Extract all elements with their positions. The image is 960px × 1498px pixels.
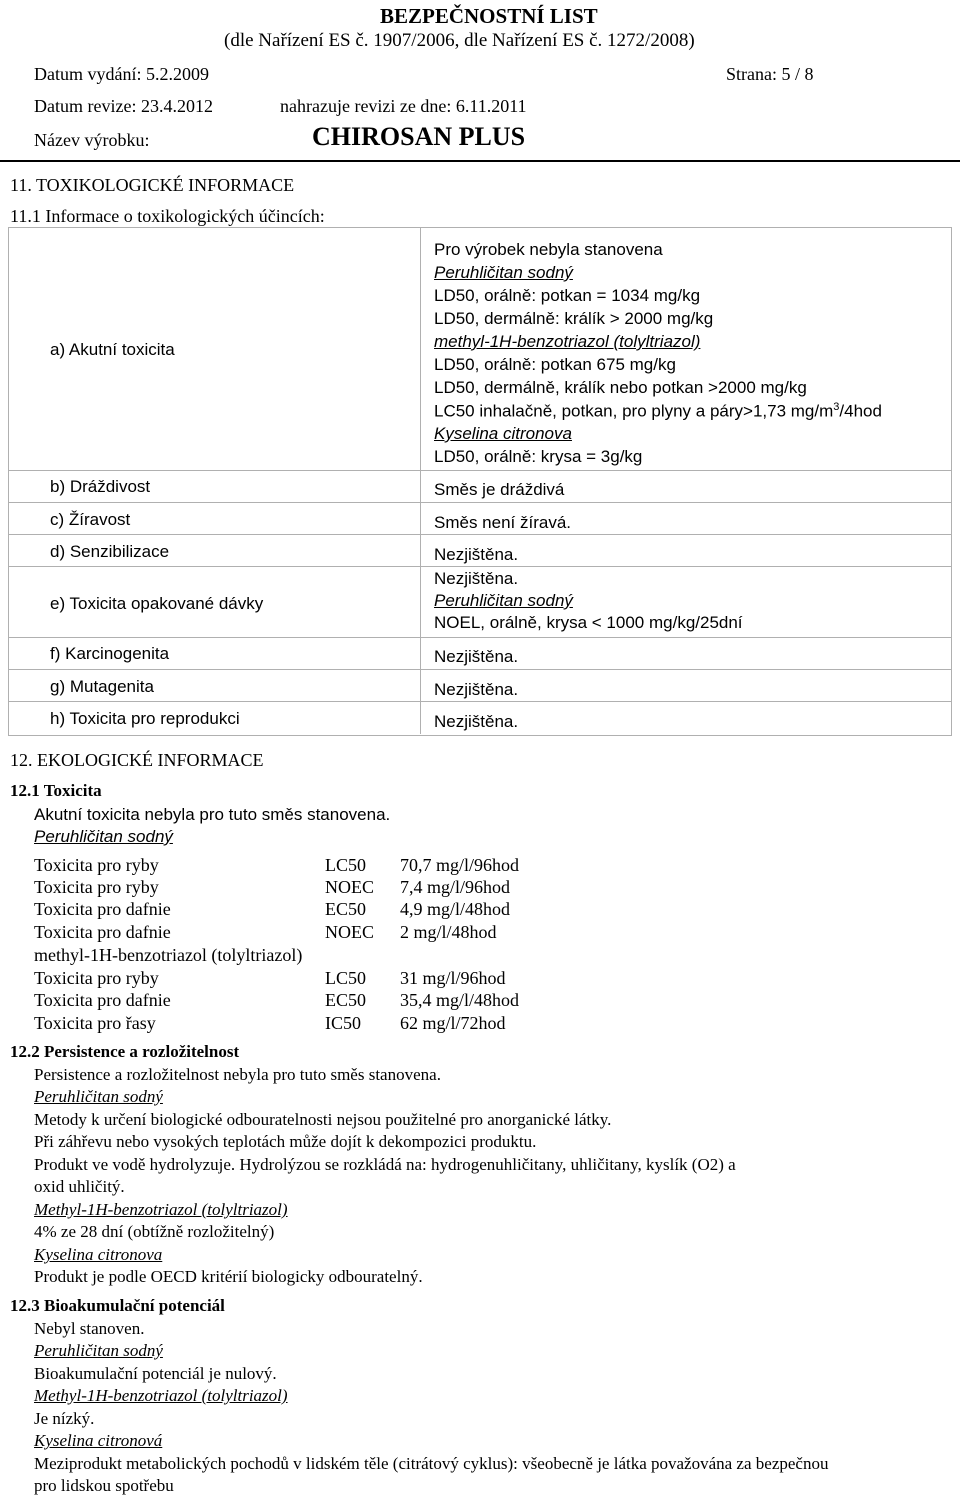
toxicity-intro: Akutní toxicita nebyla pro tuto směs stanovena. [34,805,391,824]
tox-endpoint: NOEC [325,877,374,897]
row-divider [8,637,951,638]
tox-organism: Toxicita pro řasy [34,1013,156,1033]
carcinogenicity-label: f) Karcinogenita [50,644,170,663]
section-11-1-title: 11.1 Informace o toxikologických účincích: [10,206,325,226]
tox-value: 7,4 mg/l/96hod [400,877,511,897]
persistence-line: oxid uhličitý. [34,1177,125,1196]
issue-date: Datum vydání: 5.2.2009 [34,64,209,84]
tox-value: 31 mg/l/96hod [400,968,506,988]
section-12-2-title: 12.2 Persistence a rozložitelnost [10,1042,240,1061]
substance-name: Kyselina citronova [434,424,572,443]
row-divider [8,669,951,670]
section-12-title: 12. EKOLOGICKÉ INFORMACE [10,750,264,770]
section-11-title: 11. TOXIKOLOGICKÉ INFORMACE [10,175,295,195]
tox-endpoint: EC50 [325,990,367,1010]
substance-name: methyl-1H-benzotriazol (tolyltriazol) [434,332,701,351]
tox-value: 35,4 mg/l/48hod [400,990,520,1010]
acute-line: Pro výrobek nebyla stanovena [434,240,663,259]
persistence-line: Produkt ve vodě hydrolyzuje. Hydrolýzou se rozkládá na: hydrogenuhličitany, uhličitany, kyslík (O2) a [34,1155,736,1174]
bioaccumulation-line: Je nízký. [34,1409,95,1428]
reproductive-toxicity-label: h) Toxicita pro reprodukci [50,709,240,728]
tox-value: 62 mg/l/72hod [400,1013,506,1033]
substance-name: Peruhličitan sodný [34,1087,163,1106]
acute-line: LC50 inhalačně, potkan, pro plyny a páry>1,73 $mg/m^3/4hod$ [434,401,882,421]
tox-organism: Toxicita pro ryby [34,855,159,875]
tox-endpoint: EC50 [325,899,367,919]
row-divider [8,502,951,503]
tox-endpoint: LC50 [325,968,367,988]
persistence-line: Persistence a rozložitelnost nebyla pro tuto směs stanovena. [34,1065,441,1084]
bioaccumulation-line: Meziprodukt metabolických pochodů v lidském těle (citrátový cyklus): všeobecně je látka považována za bezpečnou [34,1454,829,1473]
persistence-line: Metody k určení biologické odbouratelnosti nejsou použitelné pro anorganické látky. [34,1110,612,1129]
substance-name: Methyl-1H-benzotriazol (tolyltriazol) [34,1200,288,1219]
bioaccumulation-line: Nebyl stanoven. [34,1319,145,1338]
table-column-divider [420,227,421,734]
mutagenicity-label: g) Mutagenita [50,677,154,696]
substance-name: methyl-1H-benzotriazol (tolyltriazol) [34,945,303,965]
substance-name: Kyselina citronova [34,1245,163,1264]
tox-organism: Toxicita pro ryby [34,877,159,897]
substance-name: Peruhličitan sodný [434,591,573,610]
revision-date: Datum revize: 23.4.2012 [34,96,213,116]
sensitization-value: Nezjištěna. [434,545,519,564]
document-title: BEZPEČNOSTNÍ LIST [380,4,598,28]
tox-organism: Toxicita pro ryby [34,968,159,988]
repeated-dose-label: e) Toxicita opakované dávky [50,594,264,613]
irritation-value: Směs je dráždivá [434,480,565,499]
persistence-line: 4% ze 28 dní (obtížně rozložitelný) [34,1222,275,1241]
mutagenicity-value: Nezjištěna. [434,680,519,699]
tox-value: 70,7 mg/l/96hod [400,855,520,875]
header-divider [0,160,960,162]
section-12-1-title: 12.1 Toxicita [10,781,102,800]
substance-name: Methyl-1H-benzotriazol (tolyltriazol) [34,1386,288,1405]
acute-line: LD50, dermálně: králík > 2000 mg/kg [434,309,714,328]
tox-organism: Toxicita pro dafnie [34,990,171,1010]
row-divider [8,470,951,471]
row-divider [8,534,951,535]
corrosivity-label: c) Žíravost [50,510,131,529]
repeated-dose-value: NOEL, orálně, krysa < 1000 mg/kg/25dní [434,613,743,632]
page-number: Strana: 5 / 8 [726,64,814,84]
acute-line: LD50, orálně: potkan 675 mg/kg [434,355,676,374]
persistence-line: Při záhřevu nebo vysokých teplotách může dojít k dekompozici produktu. [34,1132,537,1151]
tox-organism: Toxicita pro dafnie [34,899,171,919]
corrosivity-value: Směs není žíravá. [434,513,572,532]
row-divider [8,701,951,702]
reproductive-toxicity-value: Nezjištěna. [434,712,519,731]
substance-name: Kyselina citronová [34,1431,163,1450]
persistence-line: Produkt je podle OECD kritérií biologicky odbouratelný. [34,1267,423,1286]
acute-line: LD50, dermálně, králík nebo potkan >2000 mg/kg [434,378,807,397]
product-label: Název výrobku: [34,130,150,150]
irritation-label: b) Dráždivost [50,477,151,496]
acute-line: LD50, orálně: potkan = 1034 mg/kg [434,286,701,305]
tox-value: 2 mg/l/48hod [400,922,497,942]
repeated-dose-value: Nezjištěna. [434,569,519,588]
acute-line: LD50, orálně: krysa = 3g/kg [434,447,643,466]
tox-organism: Toxicita pro dafnie [34,922,171,942]
bioaccumulation-line: pro lidskou spotřebu [34,1476,174,1495]
substance-name: Peruhličitan sodný [434,263,573,282]
tox-endpoint: NOEC [325,922,374,942]
substance-name: Peruhličitan sodný [34,827,173,846]
substance-name: Peruhličitan sodný [34,1341,163,1360]
product-name: CHIROSAN PLUS [312,122,526,151]
tox-value: 4,9 mg/l/48hod [400,899,511,919]
carcinogenicity-value: Nezjištěna. [434,647,519,666]
tox-endpoint: IC50 [325,1013,361,1033]
replaces-revision: nahrazuje revizi ze dne: 6.11.2011 [280,96,527,116]
row-divider [8,566,951,567]
acute-toxicity-label: a) Akutní toxicita [50,340,175,359]
document-subtitle: (dle Nařízení ES č. 1907/2006, dle Nařízení ES č. 1272/2008) [224,30,695,51]
section-12-3-title: 12.3 Bioakumulační potenciál [10,1296,225,1315]
tox-endpoint: LC50 [325,855,367,875]
sensitization-label: d) Senzibilizace [50,542,170,561]
bioaccumulation-line: Bioakumulační potenciál je nulový. [34,1364,277,1383]
